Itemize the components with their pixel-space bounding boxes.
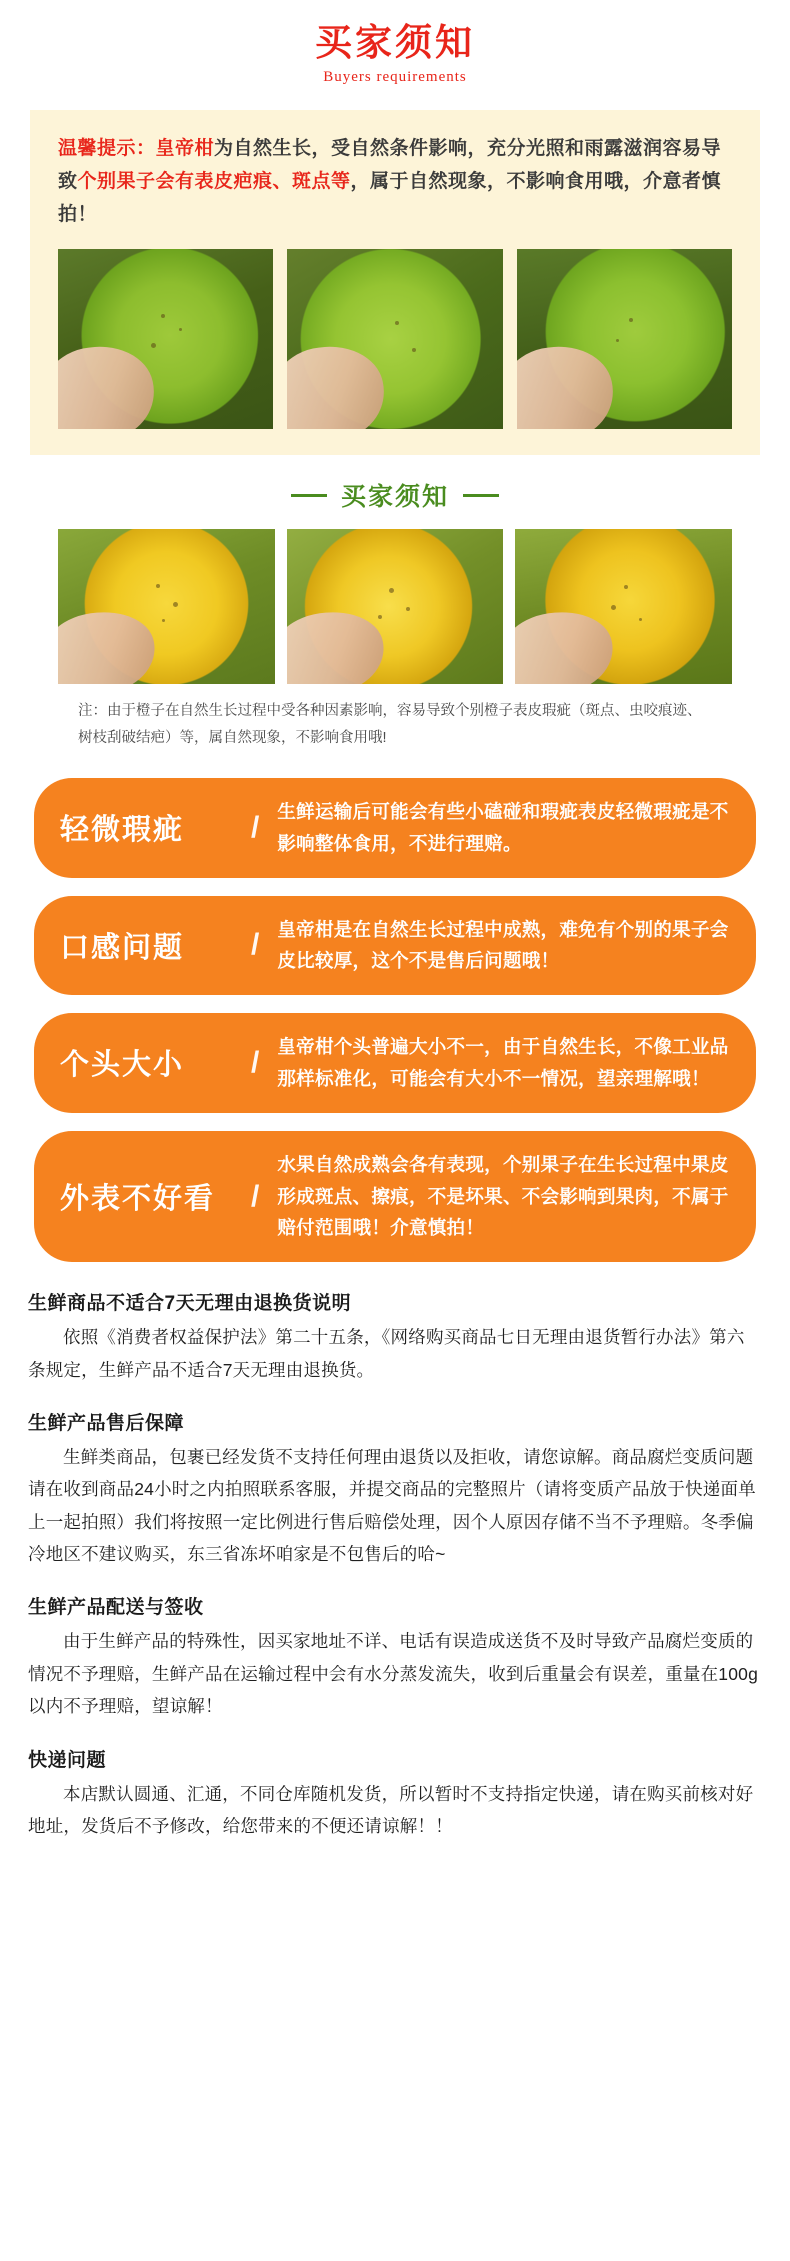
- terms-section: [28, 1288, 762, 1842]
- notice-part2: 为自然生长，受自然条件影响，充分光照和雨露滋润容易导致: [58, 137, 722, 192]
- terms-heading-no-7day-return: 生鲜商品不适合7天无理由退换货说明: [28, 1293, 352, 1315]
- pill-body: 水果自然成熟会各有表现，个别果子在生长过程中果皮形成斑点、擦痕，不是坏果、不会影响到果肉，不属于赔付范围哦！介意慎拍！: [277, 1153, 729, 1239]
- terms-body-after-sales: 生鲜类商品，包裹已经发货不支持任何理由退货以及拒收，请您谅解。商品腐烂变质问题请在收到商品24小时之内拍照联系客服，并提交商品的完整照片（请将变质产品放于快递面单上一起拍照）我们将按照一定比例进行售后赔偿处理，因个人原因存储不当不予理赔。冬季偏冷地区不建议购买，东三省冻坏咱家是不包售后的哈~: [28, 1446, 756, 1565]
- policy-pill-size: [34, 1013, 756, 1113]
- page-subtitle: Buyers requirements: [323, 68, 467, 85]
- yellow-orange-photo-3: [515, 529, 732, 684]
- pill-title: 个头大小: [60, 1049, 185, 1082]
- section2-title-row: [0, 477, 790, 513]
- notice-part4: ，属于自然现象，不影响食用哦，介意者慎拍！: [58, 170, 722, 226]
- right-rule: [463, 494, 499, 497]
- notice-label: 温馨提示：: [58, 137, 156, 159]
- left-rule: [291, 494, 327, 497]
- yellow-orange-photo-2: [287, 529, 504, 684]
- green-orange-photo-3: [517, 249, 732, 429]
- pill-slash: /: [251, 1045, 260, 1079]
- policy-pill-minor-blemish: [34, 778, 756, 878]
- pill-body: 生鲜运输后可能会有些小磕碰和瑕疵表皮轻微瑕疵是不影响整体食用，不进行理赔。: [277, 800, 729, 854]
- pill-slash: /: [251, 928, 260, 962]
- green-orange-photo-row: [58, 249, 732, 429]
- notice-card: [30, 110, 760, 456]
- section2-title: 买家须知: [340, 483, 449, 512]
- pill-body: 皇帝柑个头普遍大小不一，由于自然生长，不像工业品那样标准化，可能会有大小不一情况，望亲理解哦！: [277, 1036, 729, 1089]
- green-orange-photo-1: [58, 249, 273, 429]
- notice-text: [58, 132, 732, 232]
- pill-body: 皇帝柑是在自然生长过程中成熟，难免有个别的果子会皮比较厚，这个不是售后问题哦！: [277, 918, 729, 972]
- pill-title: 口感问题: [60, 931, 185, 964]
- green-orange-photo-2: [287, 249, 502, 429]
- section-buyers-notice-2: [0, 477, 790, 752]
- page-header: [0, 0, 790, 98]
- terms-body-courier: 本店默认圆通、汇通，不同仓库随机发货，所以暂时不支持指定快递，请在购买前核对好地址，发货后不予修改，给您带来的不便还请谅解！！: [28, 1783, 754, 1836]
- terms-heading-delivery: 生鲜产品配送与签收: [28, 1597, 204, 1619]
- section2-note: 注：由于橙子在自然生长过程中受各种因素影响，容易导致个别橙子表皮瑕疵（斑点、虫咬痕迹、树枝刮破结疤）等，属自然现象，不影响食用哦!: [78, 703, 702, 747]
- policy-pill-appearance: [34, 1131, 756, 1262]
- terms-heading-courier: 快递问题: [28, 1749, 107, 1771]
- pill-slash: /: [251, 1179, 260, 1213]
- yellow-orange-photo-1: [58, 529, 275, 684]
- policy-pill-list: [34, 778, 756, 1262]
- yellow-orange-photo-row: [58, 529, 732, 684]
- pill-slash: /: [251, 810, 260, 844]
- page-title: 买家须知: [315, 22, 475, 63]
- pill-title: 外表不好看: [60, 1183, 216, 1216]
- pill-title: 轻微瑕疵: [60, 814, 185, 847]
- notice-part3: 个别果子会有表皮疤痕、斑点等: [77, 170, 351, 192]
- policy-pill-taste: [34, 896, 756, 996]
- notice-part1: 皇帝柑: [155, 137, 215, 159]
- terms-body-delivery: 由于生鲜产品的特殊性，因买家地址不详、电话有误造成送货不及时导致产品腐烂变质的情况不予理赔，生鲜产品在运输过程中会有水分蒸发流失，收到后重量会有误差，重量在100g以内不予理赔，望谅解！: [28, 1631, 759, 1717]
- terms-heading-after-sales: 生鲜产品售后保障: [28, 1412, 185, 1434]
- terms-body-no-7day-return: 依照《消费者权益保护法》第二十五条，《网络购买商品七日无理由退货暂行办法》第六条规定，生鲜产品不适合7天无理由退换货。: [28, 1327, 745, 1380]
